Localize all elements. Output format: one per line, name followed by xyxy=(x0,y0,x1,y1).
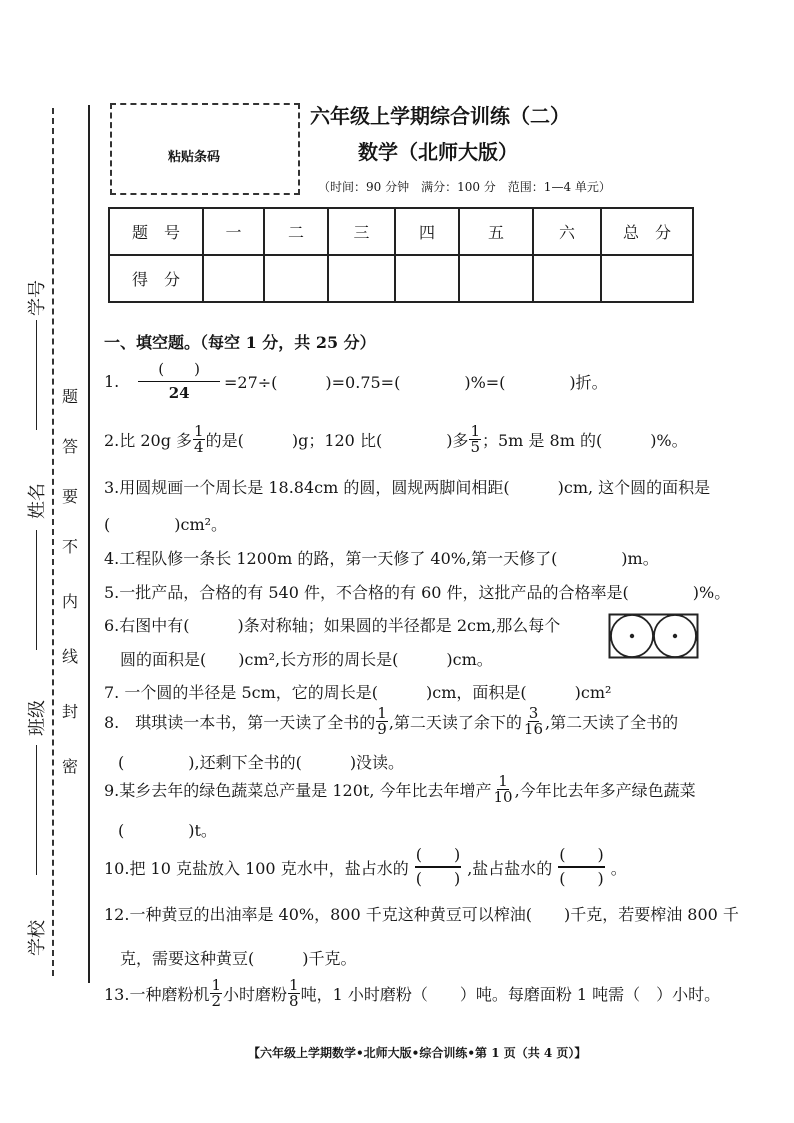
seal-notice xyxy=(58,372,82,792)
seal-char: 要 xyxy=(61,487,78,506)
question-text: 13.一种磨粉机 xyxy=(104,985,210,1004)
score-header-cell: 总 分 xyxy=(601,208,693,255)
question-12-line-1: 12.一种黄豆的出油率是 40%，800 千克这种黄豆可以榨油( )千克，若要榨油 800 千 xyxy=(104,905,739,924)
fraction-numerator: ( ) xyxy=(558,846,605,868)
exam-meta: （时间：90 分钟 满分：100 分 范围：1—4 单元） xyxy=(318,180,611,194)
question-8-line-2: ( ),还剩下全书的( )没读。 xyxy=(118,753,405,772)
question-text: 2.比 20g 多 xyxy=(104,431,193,450)
fraction xyxy=(193,424,205,455)
fraction xyxy=(523,706,544,737)
seal-char: 不 xyxy=(61,537,78,556)
fraction-denominator: 5 xyxy=(470,438,480,456)
fraction-denominator: 9 xyxy=(377,720,387,738)
score-value-row xyxy=(109,255,693,302)
fraction-numerator: 3 xyxy=(528,704,539,722)
question-3-line-2: ( )cm²。 xyxy=(104,515,228,534)
question-4: 4.工程队修一条长 1200m 的路，第一天修了 40%,第一天修了( )m。 xyxy=(104,549,659,568)
score-header-cell: 六 xyxy=(533,208,601,255)
question-3-line-1: 3.用圆规画一个周长是 18.84cm 的圆，圆规两脚间相距( )cm, 这个圆的面积是 xyxy=(104,478,711,497)
figure-center-right xyxy=(673,634,677,638)
seal-char: 封 xyxy=(61,702,78,721)
question-7: 7. 一个圆的半径是 5cm，它的周长是( )cm，面积是( )cm² xyxy=(104,683,612,702)
fraction-blank[interactable] xyxy=(138,362,220,401)
question-text: ,第二天读了余下的 xyxy=(388,713,522,732)
fraction-denominator: 10 xyxy=(493,788,513,806)
score-cell[interactable] xyxy=(601,255,693,302)
score-cell[interactable] xyxy=(395,255,459,302)
fraction-numerator: 1 xyxy=(194,422,204,440)
figure-center-left xyxy=(630,634,634,638)
fraction-numerator: 1 xyxy=(377,704,387,722)
two-circles-figure xyxy=(608,613,700,661)
question-9-line-1 xyxy=(104,774,696,805)
fraction-denominator: ( ) xyxy=(415,869,461,888)
question-5: 5.一批产品，合格的有 540 件，不合格的有 60 件，这批产品的合格率是( )%。 xyxy=(104,583,731,602)
class-field[interactable] xyxy=(36,745,39,875)
fraction-numerator: ( ) xyxy=(415,846,462,868)
fraction-blank[interactable] xyxy=(415,846,462,888)
score-cell[interactable] xyxy=(328,255,395,302)
student-number-field[interactable] xyxy=(36,320,39,430)
score-header-row xyxy=(109,208,693,255)
question-9-line-2: ( )t。 xyxy=(118,821,217,840)
fraction-denominator: 24 xyxy=(168,384,190,402)
score-cell[interactable] xyxy=(533,255,601,302)
question-6-line-1: 6.右图中有( )条对称轴；如果圆的半径都是 2cm,那么每个 xyxy=(104,616,561,635)
barcode-label: 粘贴条码 xyxy=(168,150,221,165)
binding-solid-line xyxy=(88,105,90,983)
label-class: 班级 xyxy=(27,700,48,736)
fraction-denominator: 4 xyxy=(194,438,204,456)
question-13 xyxy=(104,978,720,1009)
question-6-line-2: 圆的面积是( )cm²,长方形的周长是( )cm。 xyxy=(120,650,493,669)
label-name: 姓名 xyxy=(27,483,48,519)
fraction xyxy=(493,774,514,805)
page-subtitle: 数学（北师大版） xyxy=(358,140,518,164)
question-text: 吨，1 小时磨粉（ ）吨。每磨面粉 1 吨需（ ）小时。 xyxy=(300,985,721,1004)
question-12-line-2: 克，需要这种黄豆( )千克。 xyxy=(120,949,357,968)
binding-dashed-line xyxy=(52,108,54,976)
question-text: 的是( )g；120 比( )多 xyxy=(205,431,469,450)
fraction-denominator: 16 xyxy=(523,720,544,738)
question-text: ,第二天读了全书的 xyxy=(545,713,679,732)
score-header-cell: 一 xyxy=(203,208,264,255)
question-text: ；5m 是 8m 的( )%。 xyxy=(481,431,688,450)
seal-char: 内 xyxy=(61,592,78,611)
fraction-numerator: 1 xyxy=(498,772,508,790)
fraction xyxy=(288,978,300,1009)
seal-char: 密 xyxy=(61,757,78,776)
score-header-cell: 二 xyxy=(264,208,328,255)
score-header-cell: 三 xyxy=(328,208,395,255)
score-cell[interactable] xyxy=(459,255,533,302)
fraction-denominator: ( ) xyxy=(559,869,604,888)
question-text: ,今年比去年多产绿色蔬菜 xyxy=(514,781,696,800)
score-table xyxy=(108,207,694,303)
score-cell[interactable] xyxy=(203,255,264,302)
question-1 xyxy=(104,362,608,401)
seal-char: 答 xyxy=(61,437,78,456)
fraction-numerator: 1 xyxy=(289,976,299,994)
fraction-denominator: 2 xyxy=(211,992,221,1010)
question-2 xyxy=(104,424,688,455)
label-student-number: 学号 xyxy=(27,280,48,316)
question-text: =27÷( )=0.75=( )%=( )折。 xyxy=(223,373,608,392)
score-cell[interactable] xyxy=(264,255,328,302)
score-header-cell: 五 xyxy=(459,208,533,255)
fraction xyxy=(469,424,481,455)
fraction xyxy=(376,706,388,737)
name-field[interactable] xyxy=(36,530,39,650)
seal-char: 线 xyxy=(61,647,78,666)
fraction-numerator: ( ) xyxy=(138,362,220,382)
fraction-denominator: 8 xyxy=(289,992,299,1010)
seal-char: 题 xyxy=(61,387,78,406)
fraction-blank[interactable] xyxy=(558,846,605,888)
question-text: 9.某乡去年的绿色蔬菜总产量是 120t, 今年比去年增产 xyxy=(104,781,492,800)
fraction xyxy=(210,978,222,1009)
page-title: 六年级上学期综合训练（二） xyxy=(310,104,570,128)
question-8-line-1 xyxy=(104,706,678,737)
score-header-cell: 题 号 xyxy=(109,208,203,255)
fraction-numerator: 1 xyxy=(211,976,221,994)
score-row-label: 得 分 xyxy=(109,255,203,302)
question-10 xyxy=(104,846,627,888)
score-header-cell: 四 xyxy=(395,208,459,255)
question-text: ,盐占盐水的 xyxy=(467,858,553,878)
question-text: 10.把 10 克盐放入 100 克水中，盐占水的 xyxy=(104,858,409,878)
fraction-numerator: 1 xyxy=(470,422,480,440)
question-text: 8. 琪琪读一本书，第一天读了全书的 xyxy=(104,713,376,732)
section-heading: 一、填空题。（每空 1 分，共 25 分） xyxy=(104,333,376,352)
page-footer: 【六年级上学期数学•北师大版•综合训练•第 1 页（共 4 页）】 xyxy=(248,1046,587,1060)
label-school: 学校 xyxy=(27,920,48,956)
question-number: 1. xyxy=(104,372,120,391)
question-text: 。 xyxy=(610,858,627,878)
question-text: 小时磨粉 xyxy=(223,985,288,1004)
